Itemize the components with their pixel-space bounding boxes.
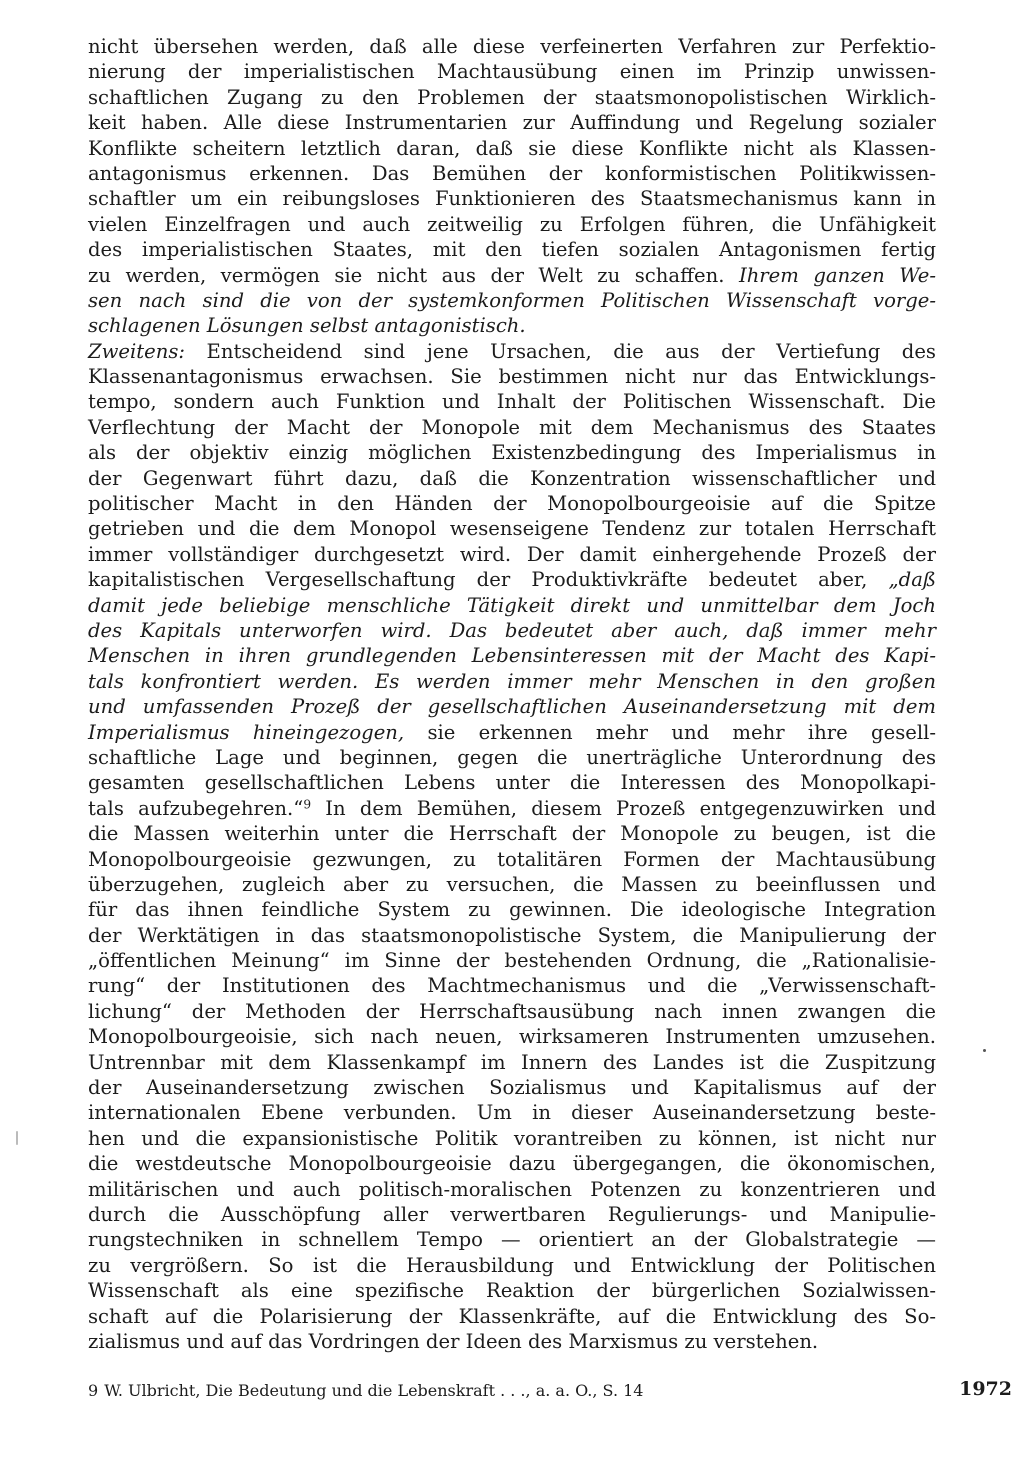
text-segment: hen und die expansionistische Politik vorantreiben zu können, ist nicht nur — [88, 1126, 936, 1150]
text-line — [88, 1100, 936, 1125]
text-line — [88, 821, 936, 846]
text-segment: Entscheidend sind jene Ursachen, die aus der Vertiefung des — [185, 339, 936, 363]
italic-text: Ihrem ganzen We- — [738, 263, 937, 287]
footnote — [88, 1380, 808, 1402]
text-segment: der Auseinandersetzung zwischen Sozialismus und Kapitalismus auf der — [88, 1076, 936, 1100]
text-line — [88, 847, 936, 872]
text-segment: der Gegenwart führt dazu, daß die Konzentration wissenschaftlicher und — [88, 466, 936, 490]
text-line — [88, 85, 936, 110]
text-segment: rung“ der Institutionen des Machtmechanismus und die „Verwissenschaft- — [88, 974, 936, 998]
text-segment: vielen Einzelfragen und auch zeitweilig zu Erfolgen führen, die Unfähigkeit — [88, 212, 936, 236]
text-line — [88, 466, 936, 491]
text-line — [88, 1329, 936, 1354]
text-line — [88, 770, 936, 795]
text-segment: zu werden, vermögen sie nicht aus der Welt zu schaffen. — [88, 263, 739, 287]
text-segment: zu vergrößern. So ist die Herausbildung und Entwicklung der Politischen — [88, 1253, 936, 1277]
text-segment: Monopolbourgeoisie gezwungen, zu totalitären Formen der Machtausübung — [88, 847, 936, 871]
text-segment: keit haben. Alle diese Instrumentarien zur Auffindung und Regelung sozialer — [88, 111, 936, 135]
text-line — [88, 1278, 936, 1303]
text-segment: Untrennbar mit dem Klassenkampf im Innern des Landes ist die Zuspitzung — [88, 1050, 936, 1074]
text-segment: Monopolbourgeoisie, sich nach neuen, wirksameren Instrumenten umzusehen. — [88, 1025, 936, 1049]
italic-text: damit jede beliebige menschliche Tätigkeit direkt und unmittelbar dem Joch — [88, 593, 936, 617]
page-number: 1972 — [959, 1378, 1012, 1400]
margin-speck — [16, 1131, 18, 1145]
italic-text: des Kapitals unterworfen wird. Das bedeutet aber auch, daß immer mehr — [88, 618, 936, 642]
text-segment: nicht übersehen werden, daß alle diese verfeinerten Verfahren zur Perfektio- — [88, 35, 936, 58]
text-line — [88, 1202, 936, 1227]
text-line — [88, 897, 936, 922]
text-segment: politischer Macht in den Händen der Monopolbourgeoisie auf die Spitze — [88, 492, 936, 516]
italic-text: „daß — [888, 568, 936, 592]
text-segment: Verflechtung der Macht der Monopole mit dem Mechanismus des Staates — [88, 415, 936, 439]
text-line — [88, 1075, 936, 1100]
text-line — [88, 34, 936, 59]
text-line — [88, 364, 936, 389]
italic-text: und umfassenden Prozeß der gesellschaftlichen Auseinandersetzung mit dem — [88, 695, 936, 719]
text-line — [88, 339, 936, 364]
text-line — [88, 542, 936, 567]
text-segment: lichung“ der Methoden der Herrschaftsausübung nach innen zwangen die — [88, 999, 936, 1023]
text-segment: durch die Ausschöpfung aller verwertbaren Regulierungs- und Manipulie- — [88, 1202, 936, 1226]
text-line — [88, 948, 936, 973]
text-segment: Wissenschaft als eine spezifische Reaktion der bürgerlichen Sozialwissen- — [88, 1279, 936, 1303]
text-segment: für das ihnen feindliche System zu gewinnen. Die ideologische Integration — [88, 898, 936, 922]
text-line — [88, 212, 936, 237]
text-line — [88, 237, 936, 262]
text-line — [88, 1024, 936, 1049]
text-line — [88, 110, 936, 135]
footnote-text: W. Ulbricht, Die Bedeutung und die Lebenskraft . . ., a. a. O., S. 14 — [104, 1381, 644, 1400]
italic-text: sen nach sind die von der systemkonformen Politischen Wissenschaft vorge- — [88, 288, 936, 312]
text-line — [88, 745, 936, 770]
italic-text: Menschen in ihren grundlegenden Lebensinteressen mit der Macht des Kapi- — [88, 644, 936, 668]
text-segment: tals aufzubegehren.“ — [88, 796, 304, 820]
text-line — [88, 618, 936, 643]
italic-text: Imperialismus hineingezogen, — [88, 720, 405, 744]
text-line — [88, 923, 936, 948]
text-line — [88, 1253, 936, 1278]
text-line — [88, 389, 936, 414]
text-segment: gesamten gesellschaftlichen Lebens unter die Interessen des Monopolkapi- — [88, 771, 936, 795]
footnote-number: 9 — [88, 1381, 99, 1400]
text-segment: schaftlichen Zugang zu den Problemen der staatsmonopolistischen Wirklich- — [88, 85, 936, 109]
text-segment: nierung der imperialistischen Machtausübung einen im Prinzip unwissen- — [88, 60, 936, 84]
body-text — [88, 34, 936, 1354]
text-line — [88, 263, 936, 288]
text-line — [88, 999, 936, 1024]
text-segment: tempo, sondern auch Funktion und Inhalt der Politischen Wissenschaft. Die — [88, 390, 936, 414]
text-segment: schaft auf die Polarisierung der Klassenkräfte, auf die Entwicklung des So- — [88, 1304, 936, 1328]
text-segment: getrieben und die dem Monopol wesenseigene Tendenz zur totalen Herrschaft — [88, 517, 936, 541]
text-line — [88, 1126, 936, 1151]
text-line — [88, 593, 936, 618]
text-line — [88, 872, 936, 897]
text-line — [88, 1050, 936, 1075]
text-line — [88, 669, 936, 694]
text-line — [88, 186, 936, 211]
text-segment: schaftliche Lage und beginnen, gegen die unerträgliche Unterordnung des — [88, 745, 936, 769]
text-segment: Klassenantagonismus erwachsen. Sie bestimmen nicht nur das Entwicklungs- — [88, 365, 936, 389]
text-segment: Konflikte scheitern letztlich daran, daß sie diese Konflikte nicht als Klassen- — [88, 136, 936, 160]
text-line — [88, 516, 936, 541]
text-segment: zialismus und auf das Vordringen der Ideen des Marxismus zu verstehen. — [88, 1329, 819, 1353]
footnote-reference: 9 — [303, 797, 312, 812]
text-line — [88, 59, 936, 84]
text-line — [88, 720, 936, 745]
text-segment: überzugehen, zugleich aber zu versuchen, die Massen zu beeinflussen und — [88, 872, 936, 896]
italic-text: Zweitens: — [88, 339, 185, 363]
text-line — [88, 973, 936, 998]
text-line — [88, 1177, 936, 1202]
text-segment: „öffentlichen Meinung“ im Sinne der bestehenden Ordnung, die „Rationalisie- — [88, 949, 936, 973]
text-segment: der Werktätigen in das staatsmonopolistische System, die Manipulierung der — [88, 923, 936, 947]
text-segment: die Massen weiterhin unter die Herrschaft der Monopole zu beugen, ist die — [88, 822, 936, 846]
text-line — [88, 313, 936, 338]
text-segment: des imperialistischen Staates, mit den tiefen sozialen Antagonismen fertig — [88, 238, 936, 262]
text-line — [88, 694, 936, 719]
text-line — [88, 440, 936, 465]
text-line — [88, 491, 936, 516]
text-segment: die westdeutsche Monopolbourgeoisie dazu übergegangen, die ökonomischen, — [88, 1152, 936, 1176]
text-segment: kapitalistischen Vergesellschaftung der Produktivkräfte bedeutet aber, — [88, 568, 889, 592]
text-line — [88, 288, 936, 313]
italic-text: schlagenen Lösungen selbst antagonistisch. — [88, 314, 526, 338]
text-segment: internationalen Ebene verbunden. Um in dieser Auseinandersetzung beste- — [88, 1101, 936, 1125]
margin-speck — [983, 1049, 986, 1052]
text-line — [88, 1151, 936, 1176]
text-line — [88, 136, 936, 161]
text-line — [88, 567, 936, 592]
text-segment: rungstechniken in schnellem Tempo — orientiert an der Globalstrategie — — [88, 1228, 936, 1252]
text-segment: militärischen und auch politisch-moralischen Potenzen zu konzentrieren und — [88, 1177, 936, 1201]
text-line — [88, 1304, 936, 1329]
text-segment: schaftler um ein reibungsloses Funktionieren des Staatsmechanismus kann in — [88, 187, 936, 211]
text-segment: antagonismus erkennen. Das Bemühen der konformistischen Politikwissen- — [88, 161, 936, 185]
text-line — [88, 796, 936, 821]
text-segment: als der objektiv einzig möglichen Existenzbedingung des Imperialismus in — [88, 441, 936, 465]
text-line — [88, 1227, 936, 1252]
italic-text: tals konfrontiert werden. Es werden immer mehr Menschen in den großen — [88, 669, 936, 693]
text-segment: sie erkennen mehr und mehr ihre gesell- — [404, 720, 936, 744]
text-line — [88, 415, 936, 440]
text-line — [88, 643, 936, 668]
text-segment: In dem Bemühen, diesem Prozeß entgegenzuwirken und — [311, 796, 937, 820]
text-segment: immer vollständiger durchgesetzt wird. Der damit einhergehende Prozeß der — [88, 542, 936, 566]
text-line — [88, 161, 936, 186]
